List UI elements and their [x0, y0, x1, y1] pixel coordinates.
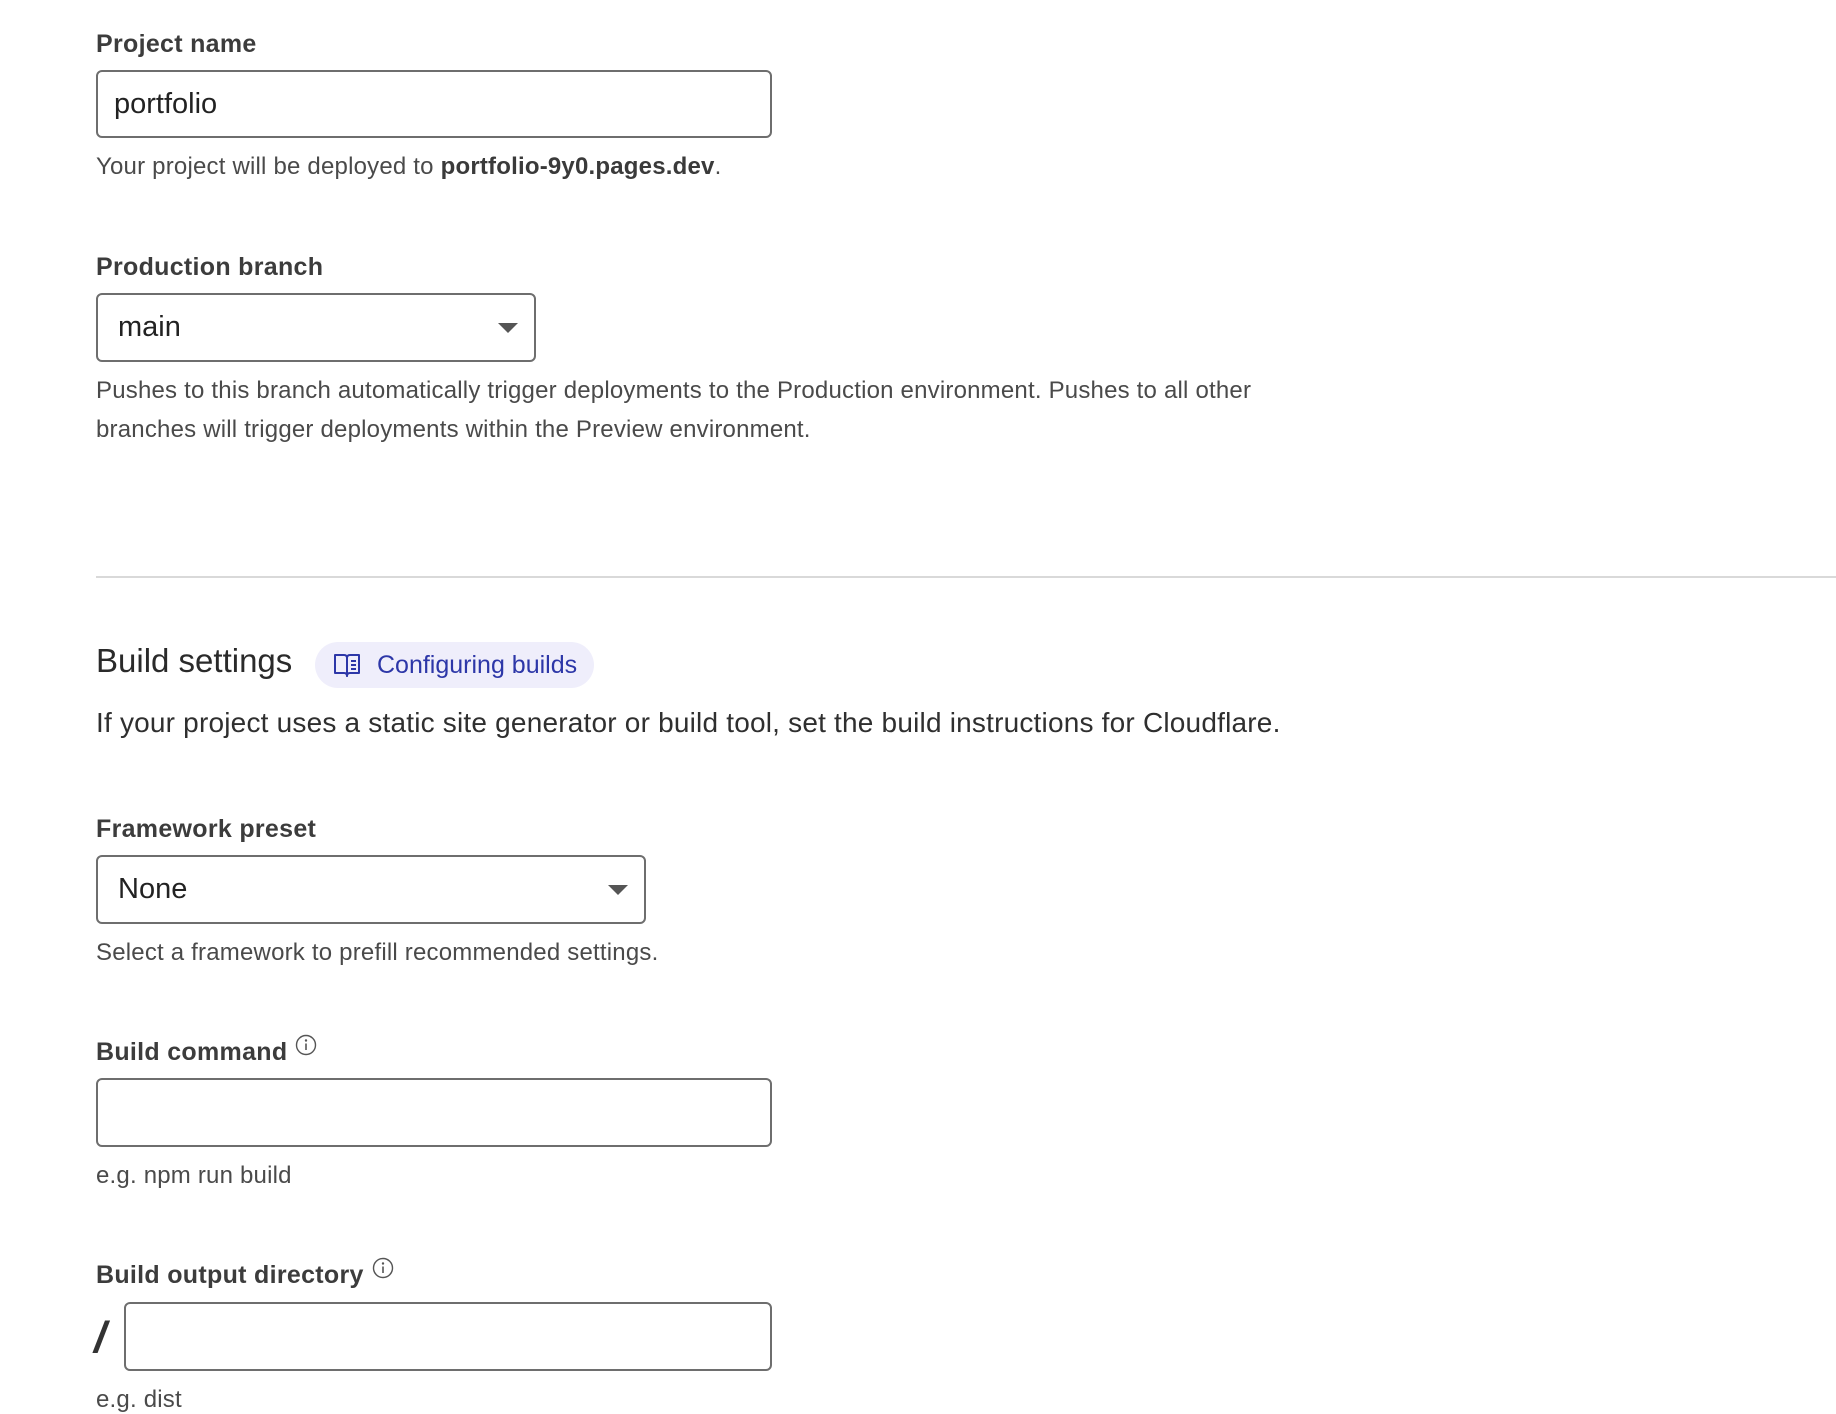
build-output-label-row	[96, 1261, 394, 1290]
chevron-down-icon	[498, 323, 518, 333]
info-icon[interactable]	[295, 1034, 317, 1056]
production-branch-label: Production branch	[96, 253, 324, 281]
framework-preset-select[interactable]	[96, 855, 646, 924]
output-path-prefix: /	[94, 1313, 107, 1362]
project-name-help	[96, 147, 721, 186]
build-command-field[interactable]	[96, 1078, 772, 1147]
project-name-label: Project name	[96, 30, 257, 58]
framework-preset-label: Framework preset	[96, 815, 317, 843]
build-command-input[interactable]	[98, 1080, 770, 1145]
project-name-input[interactable]	[98, 72, 770, 136]
info-icon[interactable]	[372, 1257, 394, 1279]
production-branch-help-line2: branches will trigger deployments within the Preview environment.	[96, 416, 811, 443]
book-icon	[333, 652, 361, 678]
build-command-label: Build command	[96, 1038, 288, 1066]
build-output-input[interactable]	[126, 1304, 770, 1369]
configuring-builds-link[interactable]	[315, 642, 594, 688]
project-name-field[interactable]	[96, 70, 772, 138]
production-branch-select[interactable]	[96, 293, 536, 362]
deploy-help-prefix: Your project will be deployed to	[96, 153, 441, 180]
chevron-down-icon	[608, 885, 628, 895]
build-output-field[interactable]	[124, 1302, 772, 1371]
configuring-builds-label: Configuring builds	[377, 650, 578, 679]
build-settings-description: If your project uses a static site generator or build tool, set the build instructions for Cloudflare.	[96, 707, 1281, 738]
framework-preset-help: Select a framework to prefill recommended settings.	[96, 939, 659, 966]
section-divider	[96, 576, 1836, 578]
deploy-help-suffix: .	[714, 153, 722, 180]
production-branch-value: main	[118, 311, 181, 343]
build-command-label-row	[96, 1038, 317, 1067]
production-branch-help	[96, 371, 1251, 449]
build-output-label: Build output directory	[96, 1261, 364, 1289]
deploy-domain: portfolio-9y0.pages.dev	[440, 153, 715, 180]
build-settings-title: Build settings	[96, 642, 293, 679]
build-output-help: e.g. dist	[96, 1386, 182, 1413]
framework-preset-value: None	[118, 873, 188, 905]
build-command-help: e.g. npm run build	[96, 1162, 292, 1189]
production-branch-help-line1: Pushes to this branch automatically trigger deployments to the Production environment. Pushes to all other	[96, 377, 1252, 404]
